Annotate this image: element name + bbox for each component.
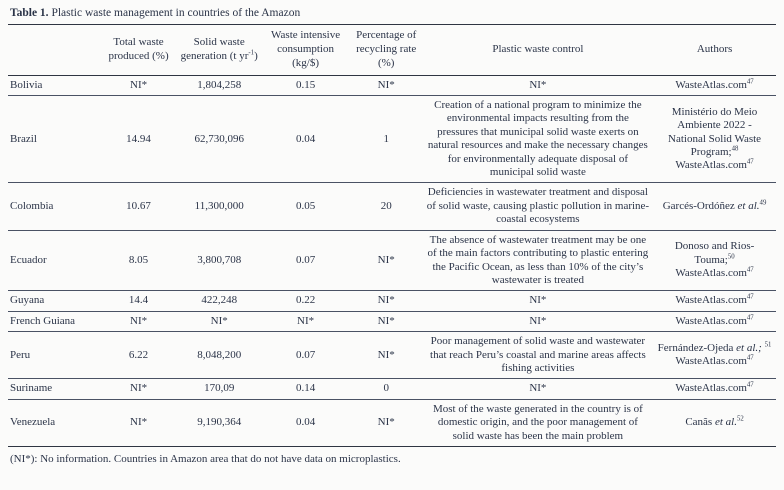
table-title-label: Table 1. bbox=[10, 7, 49, 19]
table-cell-solid_waste_generation_t_yr: 170,09 bbox=[177, 379, 261, 399]
table-cell-waste_intensive_consumption_kg_usd: 0.07 bbox=[261, 332, 349, 379]
table-cell-waste_intensive_consumption_kg_usd: 0.07 bbox=[261, 230, 349, 291]
table-cell-total_waste_produced_pct: 14.4 bbox=[100, 291, 177, 311]
table-cell-plastic_waste_control: NI* bbox=[423, 311, 653, 331]
table-title-text: Plastic waste management in countries of the Amazon bbox=[48, 7, 301, 19]
table-cell-solid_waste_generation_t_yr: 11,300,000 bbox=[177, 183, 261, 230]
table-footnote: (NI*): No information. Countries in Amazon area that do not have data on microplastics. bbox=[10, 452, 401, 465]
column-header: Waste intensive consumption (kg/$) bbox=[261, 25, 349, 75]
table-cell-solid_waste_generation_t_yr: 1,804,258 bbox=[197, 78, 242, 91]
table-row bbox=[8, 379, 776, 399]
table-cell-waste_intensive_consumption_kg_usd: 0.04 bbox=[261, 96, 349, 183]
table-cell-recycling_rate_pct: NI* bbox=[377, 78, 395, 91]
table-cell-country: Suriname bbox=[8, 379, 100, 399]
table-cell-total_waste_produced_pct: 10.67 bbox=[100, 183, 177, 230]
table-cell-country: Bolivia bbox=[10, 78, 43, 91]
table-cell-authors: Canãs et al.$^{52}$ bbox=[653, 399, 776, 446]
table-cell-waste_intensive_consumption_kg_usd: 0.04 bbox=[261, 399, 349, 446]
table-cell-country: French Guiana bbox=[8, 311, 100, 331]
table-cell-waste_intensive_consumption_kg_usd: NI* bbox=[261, 311, 349, 331]
table-cell-country: Peru bbox=[8, 332, 100, 379]
table-row bbox=[8, 75, 776, 95]
table-cell-recycling_rate_pct: NI* bbox=[350, 230, 423, 291]
table-cell-solid_waste_generation_t_yr: 9,190,364 bbox=[177, 399, 261, 446]
table-cell-country: Venezuela bbox=[8, 399, 100, 446]
table-cell-solid_waste_generation_t_yr: 422,248 bbox=[177, 291, 261, 311]
table-cell-total_waste_produced_pct: NI* bbox=[100, 379, 177, 399]
table-cell-total_waste_produced_pct: NI* bbox=[130, 78, 148, 91]
table-cell-total_waste_produced_pct: 6.22 bbox=[100, 332, 177, 379]
table-cell-recycling_rate_pct: 1 bbox=[350, 96, 423, 183]
table-cell-waste_intensive_consumption_kg_usd: 0.15 bbox=[295, 78, 316, 91]
table-cell-recycling_rate_pct: NI* bbox=[350, 332, 423, 379]
table-cell-total_waste_produced_pct: 14.94 bbox=[100, 96, 177, 183]
table-cell-authors: WasteAtlas.com$^{47}$ bbox=[653, 291, 776, 311]
table-cell-plastic_waste_control: Creation of a national program to minimize the environmental impacts resulting from the pressures that municipal solid waste exerts on natural resources and make the necessary changes for environmentally adequate disposal of municipal solid waste bbox=[423, 96, 653, 183]
table-row bbox=[8, 230, 776, 291]
column-header: Solid waste generation (t $yr^{-1}$) bbox=[177, 25, 261, 75]
table-cell-country: Brazil bbox=[8, 96, 100, 183]
table-cell-waste_intensive_consumption_kg_usd: 0.22 bbox=[261, 291, 349, 311]
column-header: Plastic waste control bbox=[423, 25, 653, 75]
table-cell-total_waste_produced_pct: 8.05 bbox=[100, 230, 177, 291]
table-row bbox=[8, 399, 776, 446]
table-cell-authors: WasteAtlas.com$^{47}$ bbox=[653, 311, 776, 331]
table-cell-recycling_rate_pct: 0 bbox=[350, 379, 423, 399]
column-header: Total waste produced (%) bbox=[100, 25, 177, 75]
table-cell-plastic_waste_control: Deficiencies in wastewater treatment and disposal of solid waste, causing plastic pollution in marine-coastal ecosystems bbox=[423, 183, 653, 230]
table-cell-plastic_waste_control: NI* bbox=[529, 78, 547, 91]
table-cell-country: Ecuador bbox=[8, 230, 100, 291]
table-cell-plastic_waste_control: Poor management of solid waste and wastewater that reach Peru’s coastal and marine areas affects fishing activities bbox=[423, 332, 653, 379]
table-row bbox=[8, 291, 776, 311]
table-cell-authors: Donoso and Rios-Touma;$^{50}$ WasteAtlas.com$^{47}$ bbox=[653, 230, 776, 291]
table-cell-country: Colombia bbox=[8, 183, 100, 230]
table-cell-waste_intensive_consumption_kg_usd: 0.05 bbox=[261, 183, 349, 230]
column-header bbox=[8, 25, 100, 75]
table-cell-recycling_rate_pct: NI* bbox=[350, 399, 423, 446]
table-cell-recycling_rate_pct: 20 bbox=[350, 183, 423, 230]
column-header: Percentage of recycling rate (%) bbox=[350, 25, 423, 75]
table-cell-plastic_waste_control: The absence of wastewater treatment may be one of the main factors contributing to plastic entering the Pacific Ocean, as less than 10% of the city’s wastewater is treated bbox=[423, 230, 653, 291]
table-cell-country: Guyana bbox=[8, 291, 100, 311]
table-cell-total_waste_produced_pct: NI* bbox=[100, 399, 177, 446]
table-cell-recycling_rate_pct: NI* bbox=[350, 291, 423, 311]
table-cell-authors: Ministério do Meio Ambiente 2022 - National Solid Waste Program;$^{48}$ WasteAtlas.com$^{47}$ bbox=[653, 96, 776, 183]
table-row bbox=[8, 96, 776, 183]
table-cell-authors: Garcés-Ordóñez et al.$^{49}$ bbox=[653, 183, 776, 230]
table-cell-authors: WasteAtlas.com$^{47}$ bbox=[675, 77, 754, 91]
table-cell-solid_waste_generation_t_yr: 3,800,708 bbox=[177, 230, 261, 291]
table-row bbox=[8, 183, 776, 230]
table-cell-authors: Fernández-Ojeda et al.; $^{51}$ WasteAtlas.com$^{47}$ bbox=[653, 332, 776, 379]
table-cell-authors: WasteAtlas.com$^{47}$ bbox=[653, 379, 776, 399]
table-row bbox=[8, 332, 776, 379]
table-cell-waste_intensive_consumption_kg_usd: 0.14 bbox=[261, 379, 349, 399]
table-cell-plastic_waste_control: NI* bbox=[423, 379, 653, 399]
table-header bbox=[8, 25, 776, 75]
table-cell-recycling_rate_pct: NI* bbox=[350, 311, 423, 331]
table-cell-plastic_waste_control: NI* bbox=[423, 291, 653, 311]
table-cell-solid_waste_generation_t_yr: 62,730,096 bbox=[177, 96, 261, 183]
table-cell-solid_waste_generation_t_yr: 8,048,200 bbox=[177, 332, 261, 379]
table-cell-total_waste_produced_pct: NI* bbox=[100, 311, 177, 331]
table-cell-solid_waste_generation_t_yr: NI* bbox=[177, 311, 261, 331]
table-cell-plastic_waste_control: Most of the waste generated in the country is of domestic origin, and the poor management of solid waste has been the main problem bbox=[423, 399, 653, 446]
table-title bbox=[10, 6, 776, 20]
column-header: Authors bbox=[653, 25, 776, 75]
table-row bbox=[8, 311, 776, 331]
plastic-waste-table bbox=[8, 24, 776, 447]
